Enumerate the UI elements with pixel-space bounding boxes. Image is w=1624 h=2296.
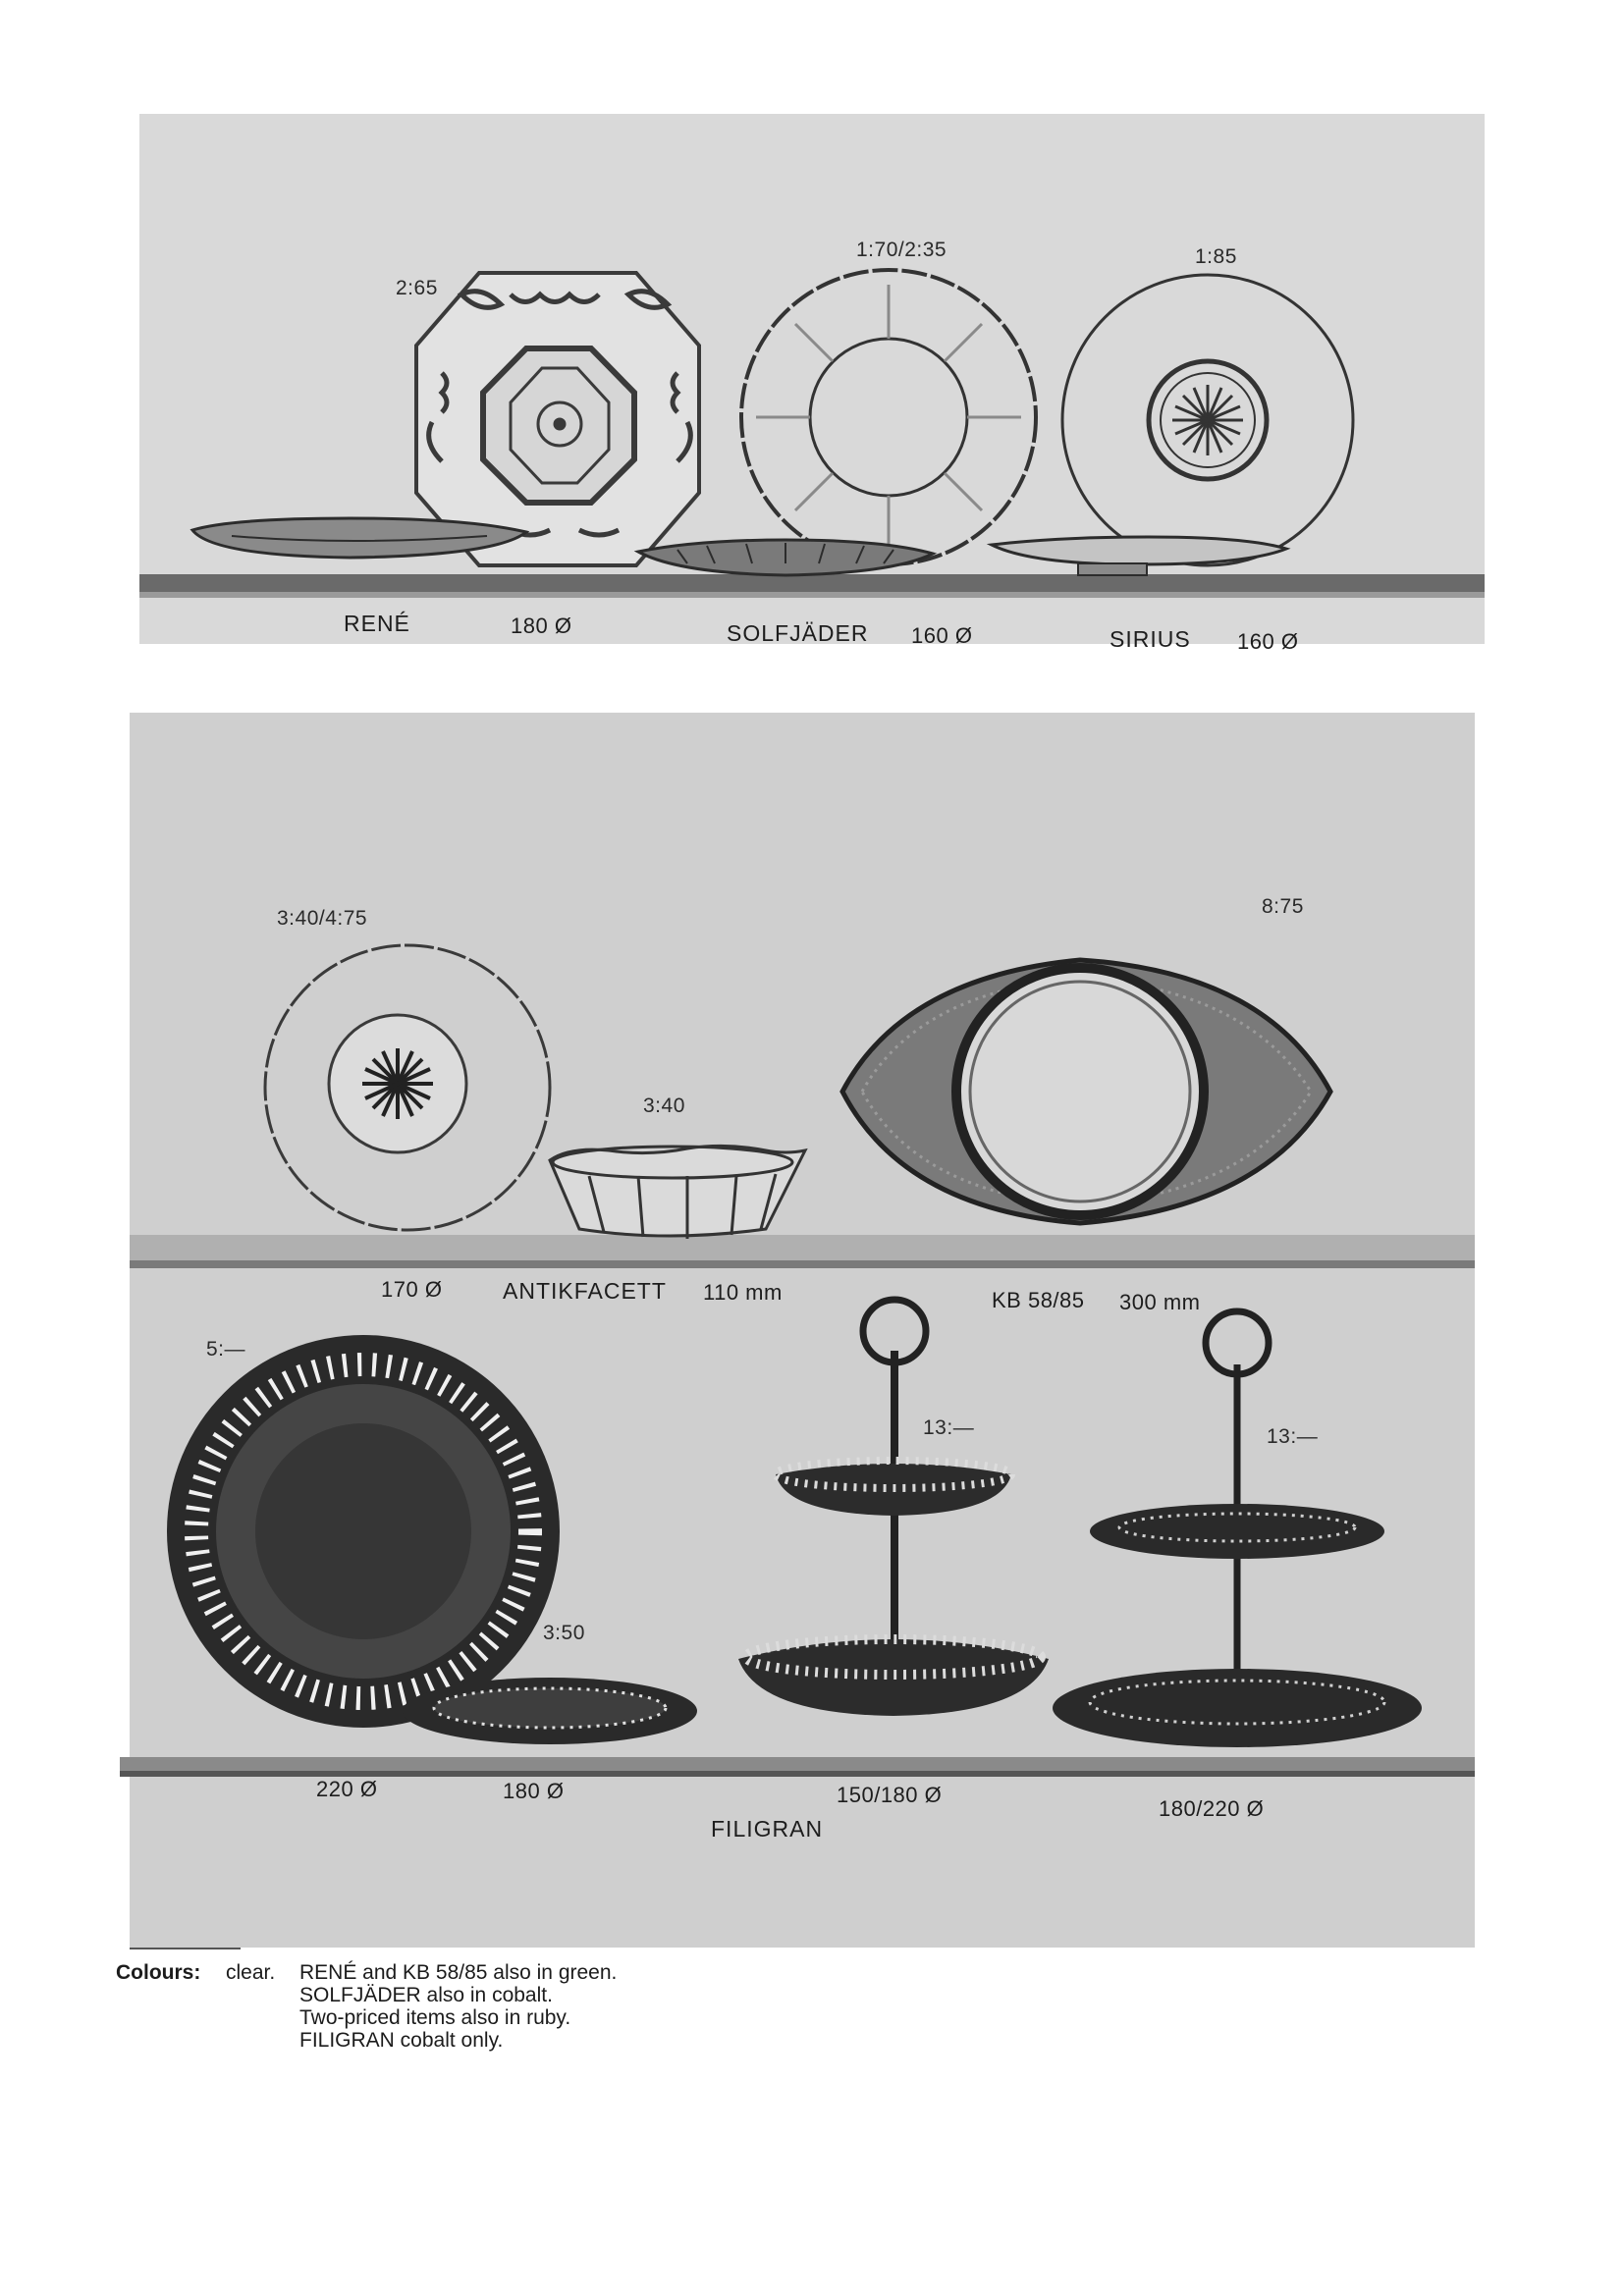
filigran-stand2-price: 13:— xyxy=(1267,1425,1319,1448)
filigran-stand2-size: 180/220 Ø xyxy=(1159,1796,1265,1821)
filigran-220-price: 5:— xyxy=(206,1338,246,1361)
colours-line-1: RENÉ and KB 58/85 also in green. xyxy=(299,1961,618,1984)
colours-heading: Colours: xyxy=(116,1961,201,1984)
filigran-220-size: 220 Ø xyxy=(316,1777,378,1801)
kb-price: 8:75 xyxy=(1262,895,1304,918)
plate-170-size: 170 Ø xyxy=(381,1277,443,1302)
sirius-price: 1:85 xyxy=(1195,245,1237,268)
shelf-1-edge xyxy=(139,574,1485,592)
colours-first: clear. xyxy=(226,1961,276,1984)
plate-170-price: 3:40/4:75 xyxy=(277,907,368,930)
filigran-180-price: 3:50 xyxy=(543,1622,585,1644)
solfjader-price: 1:70/2:35 xyxy=(856,239,947,261)
shelf-3-edge xyxy=(120,1757,1475,1771)
sirius-dish-side xyxy=(992,537,1286,575)
filigran-stand-bowls xyxy=(738,1300,1049,1716)
antikfacett-price: 3:40 xyxy=(643,1095,685,1117)
filigran-name: FILIGRAN xyxy=(711,1816,824,1842)
colours-line-3: Two-priced items also in ruby. xyxy=(299,2006,571,2029)
sirius-name: SIRIUS xyxy=(1110,626,1191,652)
sirius-plate xyxy=(1062,275,1353,565)
solfjader-plate xyxy=(741,270,1036,564)
rene-name: RENÉ xyxy=(344,611,410,636)
kb-name: KB 58/85 xyxy=(992,1288,1085,1312)
antikfacett-bowl xyxy=(550,1146,805,1239)
solfjader-name: SOLFJÄDER xyxy=(727,620,869,646)
sirius-size: 160 Ø xyxy=(1237,629,1299,654)
filigran-plate-220 xyxy=(167,1335,560,1728)
antikfacett-name: ANTIKFACETT xyxy=(503,1278,667,1304)
filigran-stand1-size: 150/180 Ø xyxy=(837,1783,943,1807)
rene-price: 2:65 xyxy=(396,277,438,299)
filigran-180-size: 180 Ø xyxy=(503,1779,565,1803)
filigran-stand-plates xyxy=(1053,1311,1422,1747)
kb-size: 300 mm xyxy=(1119,1290,1201,1314)
colours-line-2: SOLFJÄDER also in cobalt. xyxy=(299,1984,553,2006)
antikfacett-size: 110 mm xyxy=(703,1280,783,1305)
filigran-stand1-price: 13:— xyxy=(923,1416,975,1439)
kb-oval-dish xyxy=(842,960,1330,1223)
colours-line-4: FILIGRAN cobalt only. xyxy=(299,2029,504,2052)
rene-size: 180 Ø xyxy=(511,614,572,638)
shelf-2-edge xyxy=(130,1235,1475,1260)
plate-170 xyxy=(265,945,550,1230)
solfjader-size: 160 Ø xyxy=(911,623,973,648)
solfjader-dish-side xyxy=(638,540,933,575)
filigran-plate-180 xyxy=(403,1678,697,1744)
